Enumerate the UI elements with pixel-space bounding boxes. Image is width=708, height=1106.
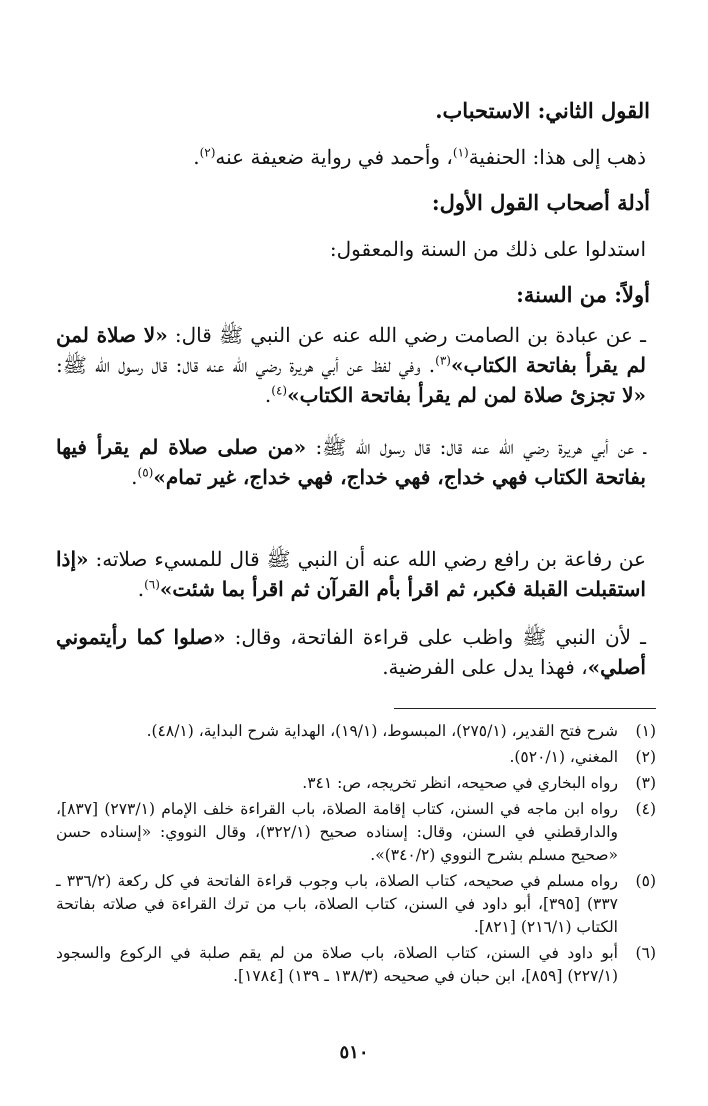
prophet-conclusion: ، فهذا يدل على الفرضية. <box>382 655 588 679</box>
footnote-text: رواه البخاري في صحيحه، انظر تخريجه، ص: ٣٤١. <box>302 774 618 792</box>
paragraph-abuhurayra-hadith <box>56 432 656 492</box>
footnote-3 <box>56 772 656 795</box>
footnote-ref-3: (٣) <box>435 353 451 368</box>
footnote-6 <box>56 942 656 988</box>
abuhurayra-hadith-text: «من صلى صلاة لم يقرأ فيها بفاتحة الكتاب فهي خداج، فهي خداج، فهي خداج، غير تمام» <box>56 435 646 489</box>
footnote-ref-2: (٢) <box>199 145 216 160</box>
footnote-ref-6: (٦) <box>144 577 160 592</box>
heading-second-opinion: القول الثاني: الاستحباب. <box>435 98 650 123</box>
footnote-text: شرح فتح القدير، (٢٧٥/١)، المبسوط، (١٩/١)، الهداية شرح البداية، (٤٨/١). <box>146 722 618 740</box>
prophet-hadith-text: «صلوا كما رأيتموني أصلي» <box>56 625 646 679</box>
heading-evidence: أدلة أصحاب القول الأول: <box>431 190 650 215</box>
ubada-hadith-text-2: «لا تجزئ صلاة لمن لم يقرأ بفاتحة الكتاب» <box>287 383 646 407</box>
footnote-ref-5: (٥) <box>137 465 154 480</box>
footnote-1 <box>56 720 656 743</box>
madhab-text-2: ، وأحمد في رواية ضعيفة عنه <box>215 145 453 169</box>
footnote-ref-1: (١) <box>452 145 469 160</box>
paragraph-ubada-hadith <box>56 320 656 410</box>
footnote-text: رواه مسلم في صحيحه، كتاب الصلاة، باب وجوب قراءة الفاتحة في كل ركعة (٣٣٦/٢ ـ ٣٣٧) [٣٩٥]، أبو داود في السنن، كتاب الصلاة، باب من ترك القراءة في صلاته بفاتحة الكتاب (٢١٦/١) [٨٢١]. <box>56 872 618 936</box>
footnote-separator <box>394 708 656 709</box>
ubada-hadith-text: «لا صلاة لمن لم يقرأ بفاتحة الكتاب» <box>56 323 646 377</box>
footnote-2 <box>56 746 656 769</box>
rifaa-end: . <box>137 577 145 601</box>
ubada-continuation: . وفي لفظ عن أبي هريرة رضي الله عنه قال: قال رسول الله ﷺ: <box>56 353 436 377</box>
paragraph-istadallu: استدلوا على ذلك من السنة والمعقول: <box>329 237 646 261</box>
footnote-number: (٥) <box>635 872 656 890</box>
footnote-number: (٣) <box>635 774 656 792</box>
rifaa-hadith-text: «إذا استقبلت القبلة فكبر، ثم اقرأ بأم القرآن ثم اقرأ بما شئت» <box>56 547 646 601</box>
footnote-number: (٢) <box>635 748 656 766</box>
prophet-intro: ـ لأن النبي ﷺ واظب على قراءة الفاتحة، وقال: <box>225 625 646 649</box>
madhab-text: ذهب إلى هذا: الحنفية <box>468 145 646 169</box>
heading-from-sunnah: أولاً: من السنة: <box>516 282 650 307</box>
ubada-end: . <box>264 383 272 407</box>
paragraph-madhab <box>56 142 656 172</box>
footnote-text: المغني، (٥٢٠/١). <box>509 748 618 766</box>
madhab-end: . <box>193 145 200 169</box>
ubada-intro: ـ عن عبادة بن الصامت رضي الله عنه عن النبي ﷺ قال: <box>167 323 646 347</box>
paragraph-prophet-practice <box>56 622 656 682</box>
footnote-text: رواه ابن ماجه في السنن، كتاب إقامة الصلاة، باب القراءة خلف الإمام (٢٧٣/١) [٨٣٧]، والدارقطني في السنن، وقال: إسناده صحيح (٣٢٢/١)، وقال النووي: «إسناده حسن «صحيح مسلم بشرح النووي (٣٤٠/٢)». <box>56 800 618 864</box>
abuhurayra-intro: ـ عن أبي هريرة رضي الله عنه قال: قال رسول الله ﷺ: <box>306 435 646 459</box>
footnote-number: (٤) <box>635 800 656 818</box>
rifaa-intro: عن رفاعة بن رافع رضي الله عنه أن النبي ﷺ قال للمسيء صلاته: <box>88 547 646 571</box>
footnotes-section <box>56 720 656 991</box>
footnote-5 <box>56 870 656 939</box>
footnote-text: أبو داود في السنن، كتاب الصلاة، باب صلاة من لم يقم صلبة في الركوع والسجود (٢٢٧/١) [٨٥٩]، ابن حبان في صحيحه (١٣٨/٣ ـ ١٣٩) [١٧٨٤]. <box>56 944 618 985</box>
page-number: ٥١٠ <box>339 1042 369 1063</box>
footnote-number: (٦) <box>635 944 656 962</box>
footnote-ref-4: (٤) <box>271 383 288 398</box>
abuhurayra-end: . <box>131 465 138 489</box>
paragraph-rifaa-hadith <box>56 544 656 604</box>
footnote-number: (١) <box>635 722 656 740</box>
footnote-4 <box>56 798 656 867</box>
